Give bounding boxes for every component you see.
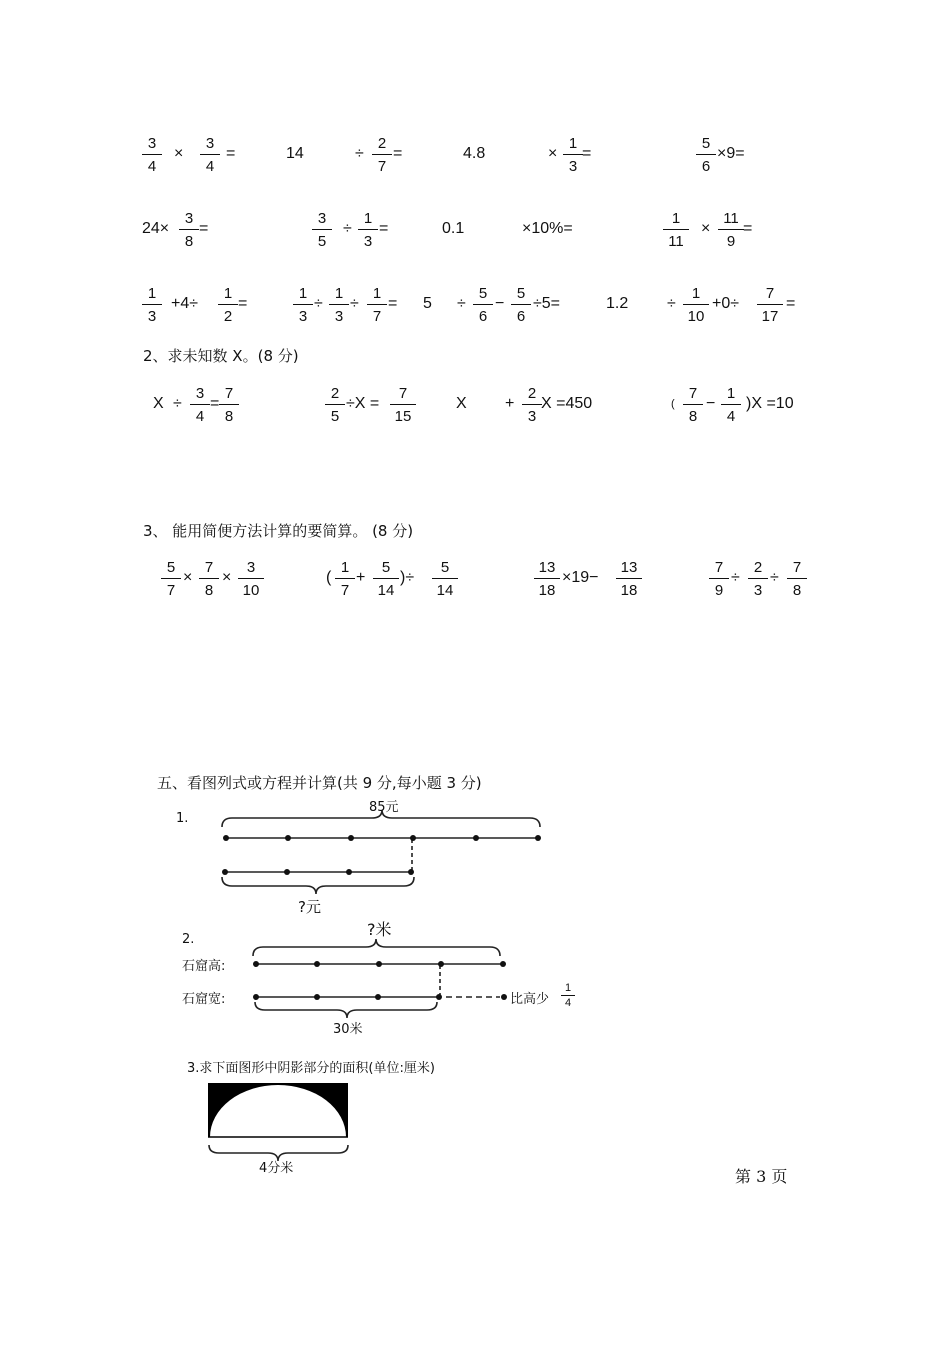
paren: ( [326, 569, 332, 586]
paren: ( [671, 398, 675, 410]
segment-dot [284, 869, 290, 875]
fraction: $\frac{7}{9}$ [709, 560, 729, 598]
fraction: $\frac{1}{10}$ [683, 286, 709, 324]
operator: − [495, 295, 505, 312]
section-title: 2、求未知数 X。(8 分) [143, 347, 299, 365]
fraction: $\frac{1}{4}$ [561, 983, 575, 1009]
operator: = [210, 395, 220, 412]
question-label: ?元 [298, 898, 321, 916]
row-label: 石窟高: [182, 959, 226, 974]
fraction: $\frac{3}{4}$ [190, 386, 210, 424]
fraction: $\frac{5}{6}$ [696, 136, 716, 174]
operator: × [174, 145, 184, 162]
fraction: $\frac{7}{8}$ [683, 386, 703, 424]
question-title: 3.求下面图形中阴影部分的面积(单位:厘米) [187, 1061, 435, 1076]
segment-dot [408, 869, 414, 875]
fraction: $\frac{2}{7}$ [372, 136, 392, 174]
operator: = [199, 220, 209, 237]
operator: = [743, 220, 753, 237]
question-number: 2. [182, 932, 195, 947]
number: 5 [423, 295, 432, 312]
expression-mid: ÷X = [346, 395, 380, 412]
segment-dot [438, 961, 444, 967]
number: 0.1 [442, 220, 465, 237]
fraction: $\frac{1}{3}$ [358, 211, 378, 249]
fraction: $\frac{7}{8}$ [787, 560, 807, 598]
expression-tail: ÷5= [533, 295, 561, 312]
expression-mid: +0÷ [712, 295, 740, 312]
segment-dot [253, 994, 259, 1000]
operator: ÷ [770, 569, 779, 586]
operator: + [356, 569, 366, 586]
operator: = [582, 145, 592, 162]
operator: × [548, 145, 558, 162]
question-number: 1. [176, 811, 189, 826]
fraction: $\frac{1}{4}$ [721, 386, 741, 424]
segment-dot [253, 961, 259, 967]
segment-dot [501, 994, 507, 1000]
operator: ÷ [355, 145, 364, 162]
fraction: $\frac{1}{2}$ [218, 286, 238, 324]
expression-tail: X =450 [541, 395, 593, 412]
fraction: $\frac{5}{7}$ [161, 560, 181, 598]
segment-dot [348, 835, 354, 841]
segment-dot [375, 994, 381, 1000]
operator: ÷ [731, 569, 740, 586]
fraction: $\frac{5}{14}$ [373, 560, 399, 598]
operator: = [379, 220, 389, 237]
fraction: $\frac{1}{3}$ [142, 286, 162, 324]
operator: × [183, 569, 193, 586]
fraction: $\frac{3}{10}$ [238, 560, 264, 598]
fraction: $\frac{7}{8}$ [219, 386, 239, 424]
expression-mid: ×19− [562, 569, 599, 586]
number: 1.2 [606, 295, 629, 312]
expression-mid: +4÷ [171, 295, 199, 312]
segment-dot [500, 961, 506, 967]
fraction: $\frac{3}{4}$ [200, 136, 220, 174]
fraction: $\frac{5}{14}$ [432, 560, 458, 598]
operator: = [388, 295, 398, 312]
operator: ÷ [457, 295, 466, 312]
operator: × [222, 569, 232, 586]
operator: = [238, 295, 248, 312]
fraction: $\frac{7}{8}$ [199, 560, 219, 598]
operator: = [786, 295, 796, 312]
segment-dot [314, 961, 320, 967]
fraction: $\frac{2}{3}$ [748, 560, 768, 598]
fraction: $\frac{3}{5}$ [312, 211, 332, 249]
segment-dot [473, 835, 479, 841]
segment-dot [376, 961, 382, 967]
total-label: 85元 [369, 800, 399, 815]
question-label: ?米 [367, 920, 392, 939]
variable: X [153, 395, 164, 412]
segment-dot [222, 869, 228, 875]
fraction: $\frac{5}{6}$ [511, 286, 531, 324]
operator: ÷ [173, 395, 182, 412]
fraction: $\frac{1}{3}$ [329, 286, 349, 324]
segment-dot [223, 835, 229, 841]
operator: ÷ [314, 295, 323, 312]
fraction: $\frac{13}{18}$ [534, 560, 560, 598]
page-number: 第 3 页 [735, 1167, 788, 1186]
fraction: $\frac{13}{18}$ [616, 560, 642, 598]
fraction: $\frac{3}{8}$ [179, 211, 199, 249]
operator: ÷ [667, 295, 676, 312]
operator: × [701, 220, 711, 237]
operator: ÷ [350, 295, 359, 312]
fraction: $\frac{2}{5}$ [325, 386, 345, 424]
variable: X [456, 395, 467, 412]
segment-dot [535, 835, 541, 841]
brace-question [253, 939, 500, 956]
section-title: 五、看图列式或方程并计算(共 9 分,每小题 3 分) [157, 774, 482, 792]
operator: = [226, 145, 236, 162]
number: 4.8 [463, 145, 486, 162]
segment-dot [314, 994, 320, 1000]
expression-tail: ×10%= [522, 220, 573, 237]
fraction: $\frac{3}{4}$ [142, 136, 162, 174]
fraction: $\frac{5}{6}$ [473, 286, 493, 324]
fraction: $\frac{1}{7}$ [335, 560, 355, 598]
operator: − [706, 395, 716, 412]
fraction: $\frac{7}{17}$ [757, 286, 783, 324]
fraction: $\frac{1}{11}$ [663, 211, 689, 249]
brace-width [255, 1002, 437, 1018]
segment-dot [285, 835, 291, 841]
section-title: 3、 能用简便方法计算的要简算。 (8 分) [143, 522, 414, 540]
operator: = [393, 145, 403, 162]
expression-tail: )X =10 [746, 395, 794, 412]
base-label: 4分米 [259, 1161, 294, 1176]
operator: + [505, 395, 515, 412]
fraction: $\frac{7}{15}$ [390, 386, 416, 424]
fraction: $\frac{2}{3}$ [522, 386, 542, 424]
segment-dot [346, 869, 352, 875]
row-label: 石窟宽: [182, 992, 226, 1007]
fraction: $\frac{1}{3}$ [293, 286, 313, 324]
segment-dot [436, 994, 442, 1000]
operator: ÷ [343, 220, 352, 237]
fraction: $\frac{1}{3}$ [563, 136, 583, 174]
expression-lead: 24× [142, 220, 170, 237]
expression-mid: )÷ [400, 569, 415, 586]
number: 14 [286, 145, 304, 162]
fraction: $\frac{1}{7}$ [367, 286, 387, 324]
fraction: $\frac{11}{9}$ [718, 211, 744, 249]
brace-question [222, 877, 414, 894]
compare-label: 比高少 [510, 992, 550, 1007]
expression-tail: ×9= [717, 145, 745, 162]
width-value: 30米 [333, 1022, 363, 1037]
segment-dot [410, 835, 416, 841]
